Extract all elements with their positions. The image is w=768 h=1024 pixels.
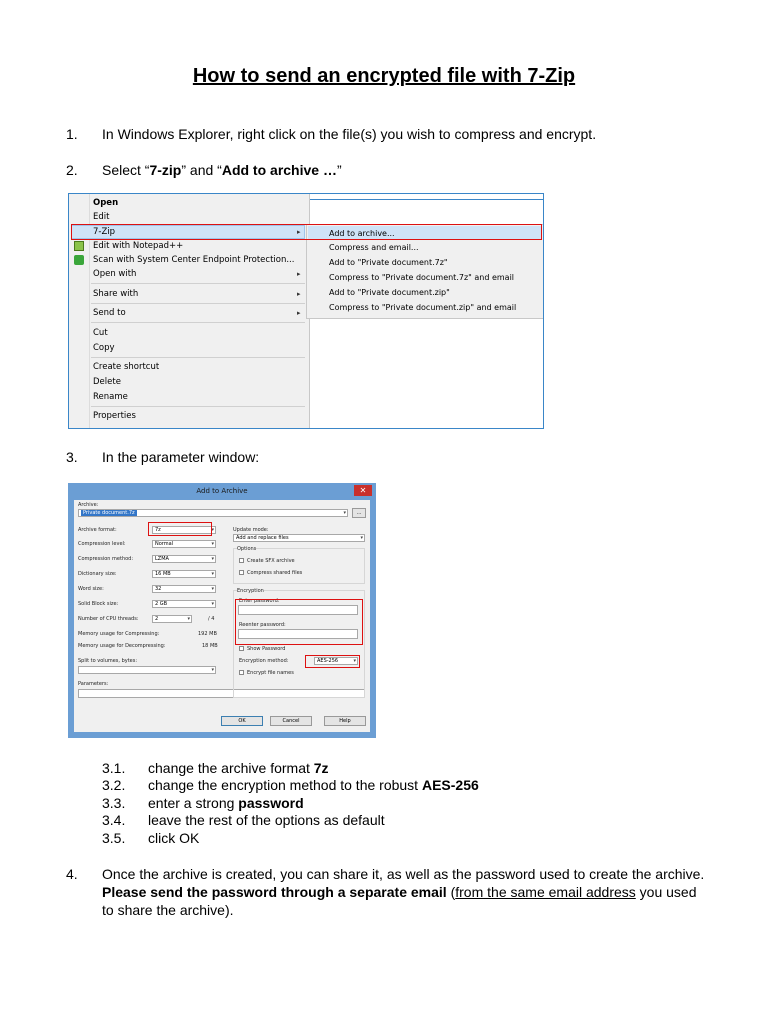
enter-password-label: Enter password: <box>239 598 280 604</box>
browse-button[interactable]: ... <box>352 508 366 518</box>
split-label: Split to volumes, bytes: <box>78 658 138 664</box>
cpu-threads-label: Number of CPU threads: <box>78 616 139 622</box>
show-password-label: Show Password <box>247 646 286 652</box>
chevron-down-icon: ▾ <box>211 586 214 592</box>
cpu-threads-max: / 4 <box>208 616 215 622</box>
list-item <box>0 830 768 848</box>
submenu-arrow-icon: ▸ <box>297 310 301 317</box>
step-4-line-3: to share the archive). <box>102 902 234 918</box>
notepad-icon <box>74 241 84 251</box>
mem-compress-label: Memory usage for Compressing: <box>78 631 160 637</box>
menu-item-notepad[interactable]: Edit with Notepad++ <box>93 241 184 251</box>
step-2-text: Select “7-zip” and “Add to archive …” <box>102 162 342 178</box>
menu-item-copy[interactable]: Copy <box>93 343 115 353</box>
options-group <box>233 548 365 584</box>
step-4-text: Once the archive is created, you can share it, as well as the password used to create the archive. Please send the password through a separate email (from the same email address you used to share the archive). <box>102 865 742 919</box>
parameters-label: Parameters: <box>78 681 109 687</box>
submenu-add-to-archive[interactable]: Add to archive... <box>329 229 395 238</box>
list-item <box>0 760 768 778</box>
menu-item-create-shortcut[interactable]: Create shortcut <box>93 362 160 372</box>
menu-item-open-with[interactable]: Open with <box>93 269 137 279</box>
mem-decompress-value: 18 MB <box>202 643 218 649</box>
substep-text: change the archive format <box>148 760 314 776</box>
archive-label: Archive: <box>78 502 99 508</box>
substep-bold: 7z <box>313 760 329 776</box>
encryption-label: Encryption <box>237 588 264 594</box>
sfx-label: Create SFX archive <box>247 558 295 564</box>
substep-text: enter a strong <box>148 795 239 811</box>
step-1-number: 1. <box>66 126 78 142</box>
compression-level-label: Compression level: <box>78 541 126 547</box>
dictionary-size-select[interactable]: 16 MB ▾ <box>152 570 216 578</box>
archive-path-input[interactable]: Private document.7z ▾ <box>78 509 348 517</box>
mem-decompress-label: Memory usage for Decompressing: <box>78 643 166 649</box>
encryption-method-select[interactable]: AES-256 ▾ <box>314 657 358 665</box>
document-title: How to send an encrypted file with 7-Zip <box>192 65 576 87</box>
substep-number: 3.1. <box>102 760 126 776</box>
menu-item-delete[interactable]: Delete <box>93 377 121 387</box>
menu-item-scan[interactable]: Scan with System Center Endpoint Protection... <box>93 255 295 265</box>
submenu-add-zip[interactable]: Add to "Private document.zip" <box>329 288 450 297</box>
shared-label: Compress shared files <box>247 570 303 576</box>
list-item <box>0 795 768 813</box>
archive-format-label: Archive format: <box>78 527 117 533</box>
substep-number: 3.5. <box>102 830 126 846</box>
archive-format-select[interactable]: 7z ▾ <box>152 526 216 534</box>
step-3-text: In the parameter window: <box>102 449 260 465</box>
substep-bold: password <box>238 795 304 811</box>
solid-block-select[interactable]: 2 GB ▾ <box>152 600 216 608</box>
substep-number: 3.2. <box>102 777 126 793</box>
highlight-box <box>235 599 363 645</box>
step-4-line-1: Once the archive is created, you can share it, as well as the password used to create the archive. <box>102 866 705 882</box>
update-mode-label: Update mode: <box>233 527 269 533</box>
menu-item-7zip[interactable]: 7-Zip <box>93 227 116 237</box>
substep-text: leave the rest of the options as default <box>148 812 385 828</box>
context-menu-screenshot <box>68 193 544 429</box>
update-mode-select[interactable]: Add and replace files ▾ <box>233 534 365 542</box>
shield-icon <box>74 255 84 265</box>
menu-item-cut[interactable]: Cut <box>93 328 108 338</box>
compression-method-label: Compression method: <box>78 556 134 562</box>
compression-method-select[interactable]: LZMA ▾ <box>152 555 216 563</box>
compression-level-select[interactable]: Normal ▾ <box>152 540 216 548</box>
word-size-select[interactable]: 32 ▾ <box>152 585 216 593</box>
menu-item-share-with[interactable]: Share with <box>93 289 139 299</box>
chevron-down-icon: ▾ <box>360 535 363 541</box>
help-button[interactable]: Help <box>324 716 366 726</box>
list-item <box>0 812 768 830</box>
list-item <box>0 777 768 795</box>
highlight-box <box>305 655 360 668</box>
submenu-compress-7z-email[interactable]: Compress to "Private document.7z" and email <box>329 273 515 282</box>
encryption-method-label: Encryption method: <box>239 658 289 664</box>
chevron-down-icon: ▾ <box>343 510 346 516</box>
dictionary-size-label: Dictionary size: <box>78 571 117 577</box>
chevron-down-icon: ▾ <box>211 556 214 562</box>
word-size-label: Word size: <box>78 586 104 592</box>
submenu-arrow-icon: ▸ <box>297 229 301 236</box>
step-4-number: 4. <box>66 866 78 882</box>
dialog-title: Add to Archive <box>196 487 248 495</box>
chevron-down-icon: ▾ <box>187 616 190 622</box>
ok-button[interactable]: OK <box>221 716 263 726</box>
menu-item-open[interactable]: Open <box>93 198 119 208</box>
highlight-box <box>148 522 212 536</box>
substep-text: click OK <box>148 830 200 846</box>
menu-item-edit[interactable]: Edit <box>93 212 110 222</box>
step-4-underlined: from the same email address <box>455 884 636 900</box>
encrypt-names-label: Encrypt file names <box>247 670 294 676</box>
chevron-down-icon: ▾ <box>353 658 356 664</box>
highlight-box <box>71 224 542 240</box>
close-icon[interactable]: ✕ <box>354 485 372 496</box>
substep-text: change the encryption method to the robust <box>148 777 422 793</box>
show-password-checkbox[interactable] <box>239 646 244 651</box>
substep-bold: AES-256 <box>421 777 479 793</box>
add-to-archive-dialog <box>68 483 376 738</box>
cpu-threads-select[interactable]: 2 ▾ <box>152 615 192 623</box>
split-select[interactable] <box>78 666 216 674</box>
options-label: Options <box>237 546 257 552</box>
chevron-down-icon: ▾ <box>211 527 214 533</box>
substep-number: 3.3. <box>102 795 126 811</box>
step-3-number: 3. <box>66 449 78 465</box>
substep-number: 3.4. <box>102 812 126 828</box>
submenu-add-7z[interactable]: Add to "Private document.7z" <box>329 258 448 267</box>
encrypt-names-checkbox[interactable] <box>239 670 244 675</box>
menu-item-rename[interactable]: Rename <box>93 392 128 402</box>
chevron-down-icon: ▾ <box>211 571 214 577</box>
solid-block-label: Solid Block size: <box>78 601 119 607</box>
submenu-arrow-icon: ▸ <box>297 291 301 298</box>
step-1-text: In Windows Explorer, right click on the file(s) you wish to compress and encrypt. <box>102 126 597 142</box>
chevron-down-icon: ▾ <box>211 667 214 673</box>
submenu-arrow-icon: ▸ <box>297 271 301 278</box>
shared-checkbox[interactable] <box>239 570 244 575</box>
menu-item-send-to[interactable]: Send to <box>93 308 126 318</box>
reenter-password-label: Reenter password: <box>239 622 286 628</box>
step-2-number: 2. <box>66 162 78 178</box>
menu-item-properties[interactable]: Properties <box>93 411 136 421</box>
cancel-button[interactable]: Cancel <box>270 716 312 726</box>
chevron-down-icon: ▾ <box>211 541 214 547</box>
chevron-down-icon: ▾ <box>211 601 214 607</box>
sfx-checkbox[interactable] <box>239 558 244 563</box>
mem-compress-value: 192 MB <box>198 631 217 637</box>
submenu-compress-email[interactable]: Compress and email... <box>329 243 419 252</box>
step-4-bold: Please send the password through a separate email <box>102 884 447 900</box>
submenu-compress-zip-email[interactable]: Compress to "Private document.zip" and email <box>329 303 517 312</box>
